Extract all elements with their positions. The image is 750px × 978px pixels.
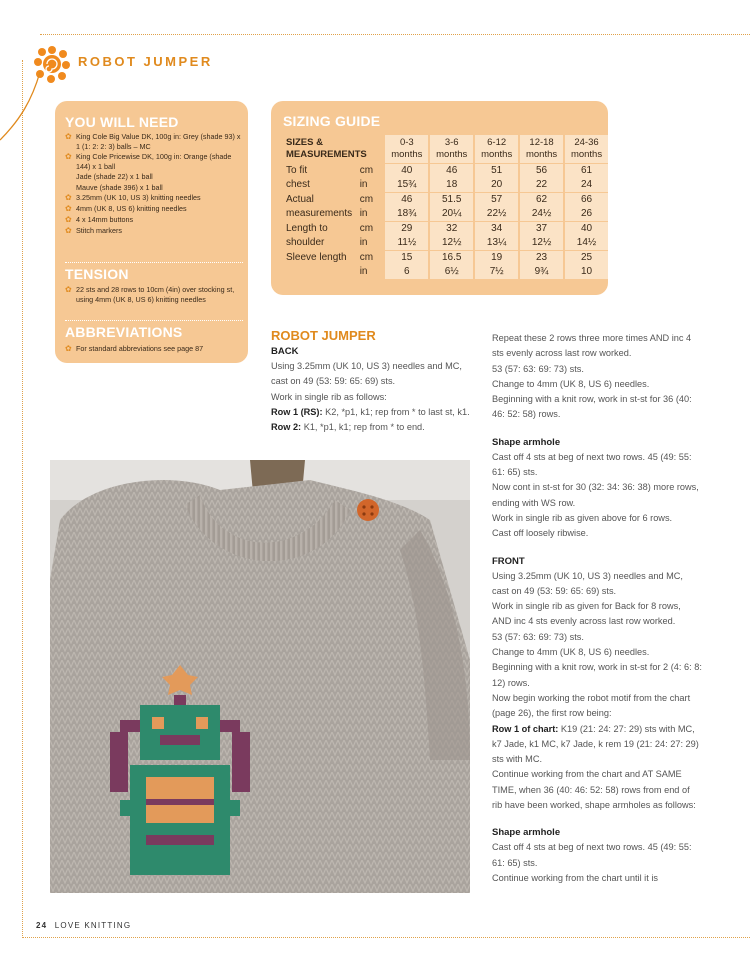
table-row: chest in 15¾ 18 20 22 24 [283, 178, 608, 193]
paragraph: Continue working from the chart and AT SAME TIME, when 36 (40: 46: 52: 58) rows from end of rib have been worked, shape armholes as follows: [492, 769, 696, 811]
jumper-photo [50, 460, 470, 893]
list-item: Mauve (shade 396) x 1 ball [76, 182, 163, 192]
list-item: ✿ Stitch markers [65, 225, 122, 235]
paragraph: 53 (57: 63: 69: 73) sts. [492, 363, 584, 374]
table-row: measurements in 18¾ 20¼ 22½ 24½ 26 [283, 207, 608, 222]
shape-armhole-heading-2: Shape armhole [492, 827, 561, 839]
star-icon: ✿ [65, 193, 72, 203]
star-icon: ✿ [65, 152, 72, 162]
size-header: 24-36 months [564, 135, 608, 164]
size-header: 3-6 months [429, 135, 474, 164]
front-heading: FRONT [492, 555, 525, 567]
paragraph: Row 1 (RS): K2, *p1, k1; rep from * to last st, k1. [271, 406, 470, 417]
abbreviations-heading: ABBREVIATIONS [65, 324, 183, 340]
robot-jumper-illustration [50, 460, 470, 893]
list-item: ✿ 3.25mm (UK 10, US 3) knitting needles [65, 193, 201, 203]
back-heading: BACK [271, 346, 299, 357]
paragraph: Change to 4mm (UK 8, US 6) needles. [492, 647, 650, 658]
paragraph: Using 3.25mm (UK 10, US 3) needles and MC, cast on 49 (53: 59: 65: 69) sts. [492, 570, 683, 596]
paragraph: Beginning with a knit row, work in st-st for 2 (4: 6: 8: 12) rows. [492, 662, 702, 688]
pattern-column-1 [271, 328, 476, 435]
paragraph: Work in single rib as given above for 6 rows. [492, 512, 673, 523]
paragraph: Now begin working the robot motif from the chart (page 26), the first row being: [492, 692, 691, 719]
magazine-name: LOVE KNITTING [54, 921, 132, 930]
abbreviations-list [65, 344, 243, 355]
table-row: in 6 6½ 7½ 9¾ 10 [283, 265, 608, 279]
table-row: Length to cm 29 32 34 37 40 [283, 222, 608, 237]
star-icon: ✿ [65, 285, 72, 294]
paragraph: Row 2: K1, *p1, k1; rep from * to end. [271, 422, 425, 433]
table-header-row [283, 135, 608, 164]
paragraph: Row 1 of chart: K19 (21: 24: 27: 29) sts with MC, k7 Jade, k1 MC, k7 Jade, k rem 19 (21: 24: 27: 29) sts with MC. [492, 723, 699, 765]
size-header: 12-18 months [519, 135, 564, 164]
page-footer [36, 921, 131, 930]
sizes-measurements-label: SIZES & MEASUREMENTS [286, 137, 367, 160]
paragraph: Cast off 4 sts at beg of next two rows. 45 (49: 55: 61: 65) sts. [492, 842, 692, 868]
divider [65, 320, 243, 321]
page-number: 24 [36, 921, 48, 930]
list-item: ✿ 22 sts and 28 rows to 10cm (4in) over stocking st, using 4mm (UK 8, US 6) knitting needles [65, 285, 235, 304]
list-item: Jade (shade 22) x 1 ball [76, 171, 153, 181]
sizing-table [283, 135, 608, 279]
materials-list [65, 132, 243, 236]
paragraph: 53 (57: 63: 69: 73) sts. [492, 631, 584, 642]
paragraph: Repeat these 2 rows three more times AND inc 4 sts evenly across last row worked. [492, 333, 692, 359]
materials-box [55, 101, 248, 363]
paragraph: Cast off loosely ribwise. [492, 528, 589, 539]
table-row: Sleeve length cm 15 16.5 19 23 25 [283, 251, 608, 266]
size-header: 0-3 months [384, 135, 429, 164]
star-icon: ✿ [65, 344, 72, 353]
list-item: ✿ King Cole Big Value DK, 100g in: Grey (shade 93) x 1 (1: 2: 2: 3) balls – MC [65, 132, 241, 151]
left-dotted-border [22, 60, 23, 938]
star-icon: ✿ [65, 132, 72, 141]
list-item: ✿ For standard abbreviations see page 87 [65, 344, 204, 353]
sizing-guide-heading: SIZING GUIDE [283, 113, 381, 129]
page-title: ROBOT JUMPER [78, 54, 213, 69]
size-header: 6-12 months [474, 135, 519, 164]
paragraph: Beginning with a knit row, work in st-st for 36 (40: 46: 52: 58) rows. [492, 394, 692, 420]
table-row: To fit cm 40 46 51 56 61 [283, 164, 608, 179]
list-item: ✿ King Cole Pricewise DK, 100g in: Orange (shade 144) x 1 ball [65, 152, 232, 171]
divider [65, 262, 243, 263]
star-icon: ✿ [65, 214, 72, 224]
shape-armhole-heading: Shape armhole [492, 436, 561, 448]
tension-heading: TENSION [65, 266, 129, 282]
paragraph: Using 3.25mm (UK 10, US 3) needles and MC, cast on 49 (53: 59: 65: 69) sts. [271, 361, 462, 387]
paragraph: Work in single rib as follows: [271, 391, 387, 402]
sizing-guide-box [271, 101, 608, 295]
paragraph: Work in single rib as given for Back for 8 rows, AND inc 4 sts evenly across last row worked. [492, 601, 681, 627]
tension-list [65, 285, 243, 305]
bottom-dotted-border [22, 937, 750, 938]
table-row: shoulder in 11½ 12½ 13¼ 12½ 14½ [283, 236, 608, 251]
paragraph: Now cont in st-st for 30 (32: 34: 36: 38) more rows, ending with WS row. [492, 482, 699, 508]
list-item: ✿ 4mm (UK 8, US 6) knitting needles [65, 204, 187, 214]
paragraph: Cast off 4 sts at beg of next two rows. 45 (49: 55: 61: 65) sts. [492, 451, 692, 478]
star-icon: ✿ [65, 225, 72, 235]
pattern-column-2 [492, 331, 702, 886]
paragraph: Continue working from the chart until it is [492, 872, 658, 883]
star-icon: ✿ [65, 204, 72, 214]
table-row: Actual cm 46 51.5 57 62 66 [283, 193, 608, 208]
top-dotted-border [40, 34, 750, 35]
you-will-need-heading: YOU WILL NEED [65, 114, 179, 130]
list-item: ✿ 4 x 14mm buttons [65, 214, 134, 224]
pattern-title: ROBOT JUMPER [271, 328, 376, 343]
paragraph: Change to 4mm (UK 8, US 6) needles. [492, 378, 650, 389]
